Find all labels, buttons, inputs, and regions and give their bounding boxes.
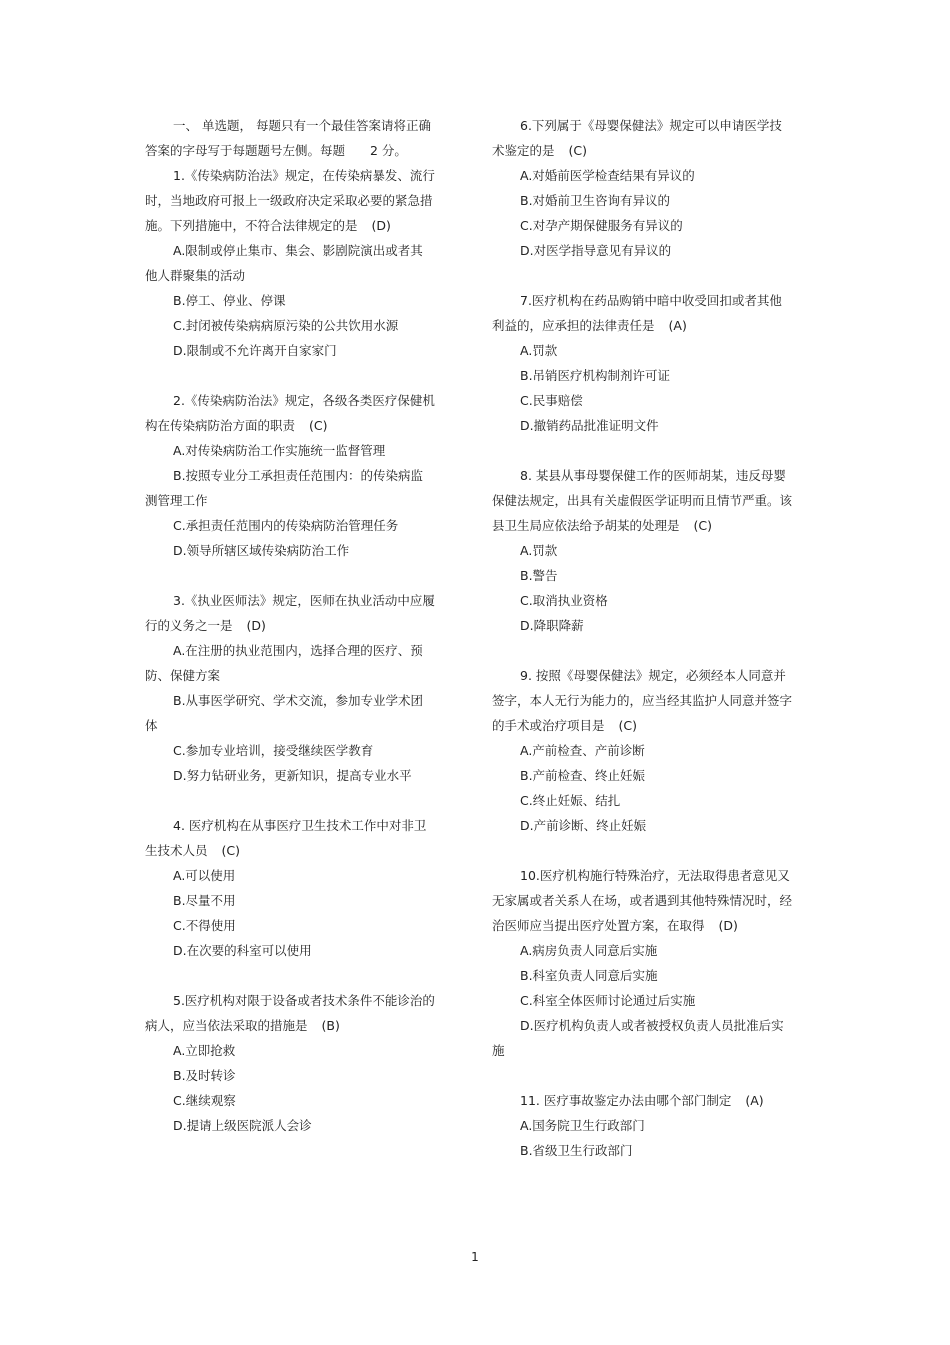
spacer [145, 788, 435, 813]
answer-option: B.产前检查、终止妊娠 [520, 768, 646, 783]
answer-option: A.立即抢救 [173, 1043, 236, 1058]
spacer [145, 563, 435, 588]
spacer [492, 263, 792, 288]
spacer [145, 963, 435, 988]
answer-option: C.参加专业培训，接受继续医学教育 [173, 743, 374, 758]
answer-option: C.继续观察 [173, 1093, 236, 1108]
question-block [492, 288, 792, 438]
question-block [145, 388, 435, 563]
answer-option: D.领导所辖区域传染病防治工作 [173, 543, 350, 558]
question-block [492, 463, 792, 638]
question-stem [492, 463, 792, 538]
answer-option: C.承担责任范围内的传染病防治管理任务 [173, 518, 399, 533]
answer-option: D.产前诊断、终止妊娠 [520, 818, 647, 833]
question-block [145, 163, 435, 363]
question-block [492, 863, 792, 1063]
answer-option: D.在次要的科室可以使用 [173, 943, 312, 958]
answer-option: B.尽量不用 [173, 893, 236, 908]
question-block [145, 588, 435, 788]
answer-letter: (D) [718, 918, 738, 933]
question-text: 2.《传染病防治法》规定，各级各类医疗保健机构在传染病防治方面的职责 [145, 393, 435, 433]
spacer [145, 363, 435, 388]
answer-option: A.可以使用 [173, 868, 236, 883]
question-text: 7.医疗机构在药品购销中暗中收受回扣或者其他利益的，应承担的法律责任是 [492, 293, 782, 333]
answer-option: C.对孕产期保健服务有异议的 [520, 218, 683, 233]
answer-option: C.科室全体医师讨论通过后实施 [520, 993, 696, 1008]
answer-letter: (C) [693, 518, 712, 533]
page-number: 1 [471, 1250, 479, 1264]
question-stem [145, 163, 435, 238]
question-text: 9. 按照《母婴保健法》规定，必须经本人同意并签字，本人无行为能力的，应当经其监护人同意并签字的手术或治疗项目是 [492, 668, 793, 733]
question-block [492, 663, 792, 838]
answer-option: A.国务院卫生行政部门 [520, 1118, 645, 1133]
answer-letter: (A) [745, 1093, 764, 1108]
spacer [492, 638, 792, 663]
answer-option: A.限制或停止集市、集会、影剧院演出或者其他人群聚集的活动 [145, 243, 423, 283]
question-stem [145, 988, 435, 1038]
question-stem [145, 388, 435, 438]
section-intro: 一、 单选题， 每题只有一个最佳答案请将正确答案的字母写于每题题号左侧。每题 2 分。 [145, 118, 431, 158]
question-text: 11. 医疗事故鉴定办法由哪个部门制定 [520, 1093, 732, 1108]
answer-option: D.努力钻研业务，更新知识，提高专业水平 [173, 768, 412, 783]
answer-option: B.吊销医疗机构制剂许可证 [520, 368, 671, 383]
answer-option: A.在注册的执业范围内，选择合理的医疗、预防、保健方案 [145, 643, 423, 683]
spacer [492, 838, 792, 863]
question-stem [492, 113, 792, 163]
answer-letter: (D) [246, 618, 266, 633]
question-text: 10.医疗机构施行特殊治疗，无法取得患者意见又无家属或者关系人在场，或者遇到其他特殊情况时，经治医师应当提出医疗处置方案，在取得 [492, 868, 793, 933]
answer-option: A.病房负责人同意后实施 [520, 943, 658, 958]
answer-letter: (C) [618, 718, 637, 733]
answer-option: B.科室负责人同意后实施 [520, 968, 658, 983]
left-column [145, 113, 435, 1138]
question-text: 5.医疗机构对限于设备或者技术条件不能诊治的病人，应当依法采取的措施是 [145, 993, 435, 1033]
answer-option: A.产前检查、产前诊断 [520, 743, 645, 758]
answer-option: D.限制或不允许离开自家家门 [173, 343, 337, 358]
question-text: 1.《传染病防治法》规定，在传染病暴发、流行时，当地政府可报上一级政府决定采取必要的紧急措施。下列措施中，不符合法律规定的是 [145, 168, 435, 233]
answer-option: A.对婚前医学检查结果有异议的 [520, 168, 695, 183]
answer-option: C.终止妊娠、结扎 [520, 793, 621, 808]
question-text: 4. 医疗机构在从事医疗卫生技术工作中对非卫生技术人员 [145, 818, 427, 858]
question-stem [145, 588, 435, 638]
answer-option: D.提请上级医院派人会诊 [173, 1118, 312, 1133]
answer-letter: (D) [371, 218, 391, 233]
question-block [492, 1088, 792, 1163]
question-stem [145, 813, 435, 863]
question-stem [492, 663, 792, 738]
question-block [145, 988, 435, 1138]
answer-option: C.不得使用 [173, 918, 236, 933]
answer-option: B.停工、停业、停课 [173, 293, 286, 308]
question-stem [492, 863, 792, 938]
answer-option: B.从事医学研究、学术交流，参加专业学术团体 [145, 693, 424, 733]
question-stem [492, 1088, 792, 1113]
spacer [492, 438, 792, 463]
right-column [492, 113, 792, 1163]
answer-option: B.警告 [520, 568, 558, 583]
answer-letter: (B) [321, 1018, 340, 1033]
answer-option: B.及时转诊 [173, 1068, 236, 1083]
answer-letter: (A) [668, 318, 687, 333]
answer-option: C.封闭被传染病病原污染的公共饮用水源 [173, 318, 399, 333]
question-text: 8. 某县从事母婴保健工作的医师胡某，违反母婴保健法规定，出具有关虚假医学证明而且情节严重。该县卫生局应依法给予胡某的处理是 [492, 468, 793, 533]
answer-option: B.省级卫生行政部门 [520, 1143, 633, 1158]
answer-option: B.按照专业分工承担责任范围内：的传染病监测管理工作 [145, 468, 424, 508]
answer-option: C.民事赔偿 [520, 393, 583, 408]
answer-option: C.取消执业资格 [520, 593, 608, 608]
answer-option: A.罚款 [520, 343, 558, 358]
answer-option: A.对传染病防治工作实施统一监督管理 [173, 443, 386, 458]
answer-letter: (C) [221, 843, 240, 858]
answer-option: A.罚款 [520, 543, 558, 558]
answer-letter: (C) [568, 143, 587, 158]
question-block [145, 813, 435, 963]
answer-letter: (C) [309, 418, 328, 433]
answer-option: D.医疗机构负责人或者被授权负责人员批准后实施 [492, 1018, 784, 1058]
question-stem [492, 288, 792, 338]
answer-option: D.降职降薪 [520, 618, 584, 633]
answer-option: D.对医学指导意见有异议的 [520, 243, 672, 258]
spacer [492, 1063, 792, 1088]
answer-option: B.对婚前卫生咨询有异议的 [520, 193, 671, 208]
question-text: 3.《执业医师法》规定，医师在执业活动中应履行的义务之一是 [145, 593, 435, 633]
answer-option: D.撤销药品批准证明文件 [520, 418, 659, 433]
question-text: 6.下列属于《母婴保健法》规定可以申请医学技术鉴定的是 [492, 118, 782, 158]
question-block [492, 113, 792, 263]
